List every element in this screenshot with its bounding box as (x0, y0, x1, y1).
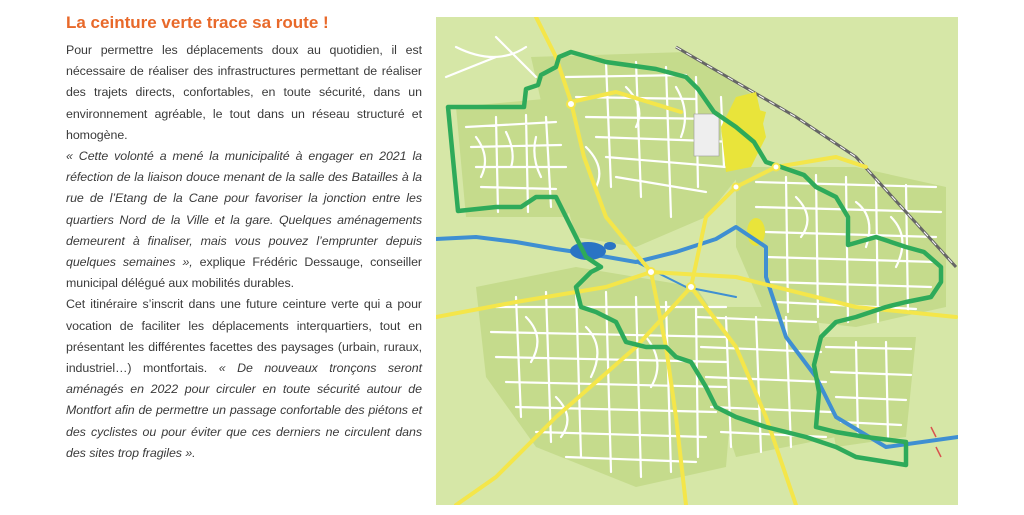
pond (604, 242, 616, 250)
article (66, 12, 422, 464)
paragraph-belt (66, 294, 422, 464)
article-body (66, 40, 422, 464)
article-title: La ceinture verte trace sa route ! (66, 13, 329, 32)
map-canvas (436, 17, 958, 505)
quote-text-2: « De nouveaux tronçons seront aménagés en 2022 pour circuler en toute sécurité autour de Montfort afin de permettre un passage confortable des piétons et des cyclistes ou pour éviter que ces derniers ne circulent dans des sites trop fragiles ». (66, 361, 423, 460)
gray-building (694, 114, 719, 156)
belt-text: Cet itinéraire s’inscrit dans une future ceinture verte qui a pour vocation de faciliter les déplacements interquartiers, tout en présentant les différentes facettes des paysages (urbain, ruraux, industriel…) montfortais. (66, 297, 422, 376)
paragraph-intro: Pour permettre les déplacements doux au quotidien, il est nécessaire de réaliser des infrastructures permettant de réaliser des trajets directs, confortables, en toute sécurité, dans un environnement agréable, le tout dans un réseau structuré et homogène. (66, 43, 422, 142)
paragraph-quote-1 (66, 146, 422, 294)
attribution-text: explique Frédéric Dessauge, conseiller municipal délégué aux mobilités durables. (66, 255, 423, 291)
quote-text: « Cette volonté a mené la municipalité à engager en 2021 la réfection de la liaison douce menant de la salle des Batailles à la rue de l’Etang de la Cane pour favoriser la jonction entre les quartiers Nord de la Ville et la gare. Quelques aménagements demeurent à finaliser, mais vous pouvez l’emprunter depuis quelques semaines », (66, 149, 422, 270)
green-belt-map (436, 17, 958, 505)
